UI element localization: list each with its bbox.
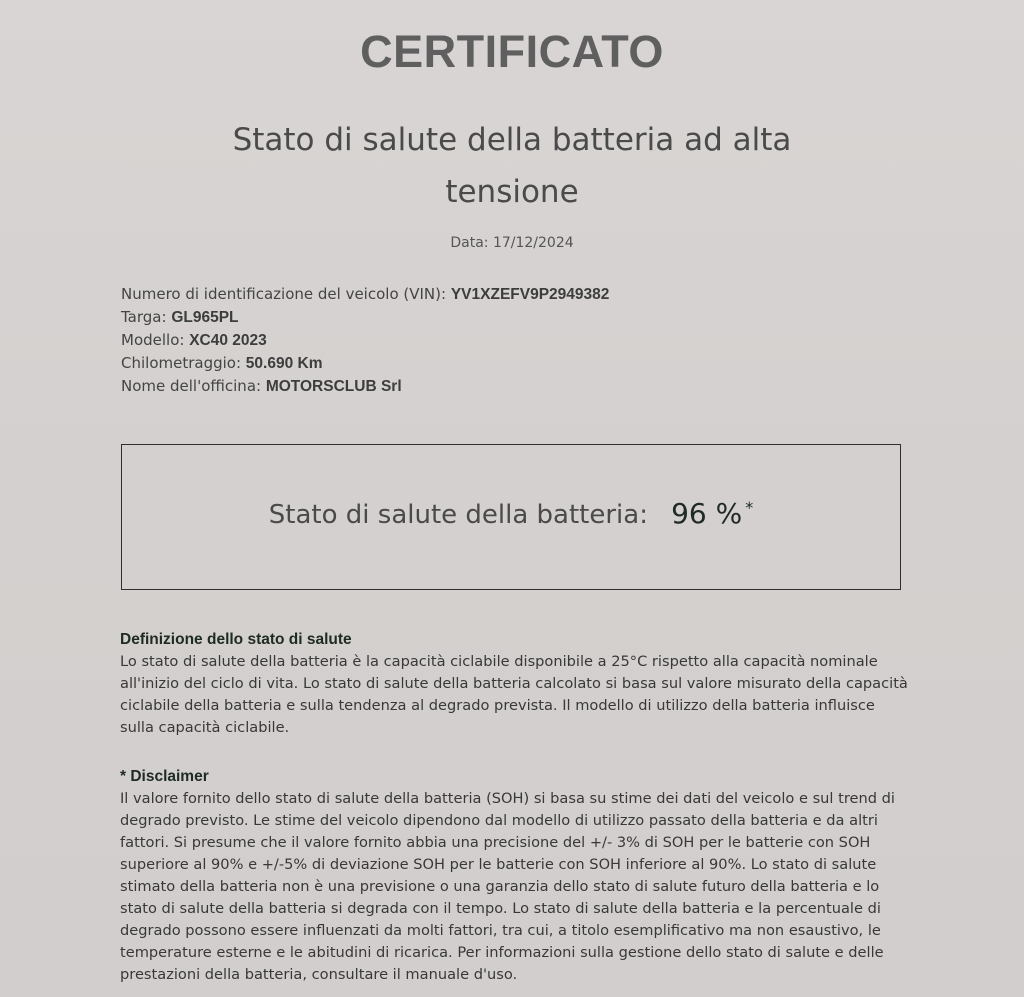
plate-row xyxy=(121,306,609,329)
vin-value: YV1XZEFV9P2949382 xyxy=(450,286,610,303)
vin-label: Numero di identificazione del veicolo (VIN): xyxy=(121,285,447,303)
model-label: Modello: xyxy=(121,331,185,349)
workshop-value: MOTORSCLUB Srl xyxy=(265,378,402,395)
model-row xyxy=(121,329,609,352)
definition-section xyxy=(120,629,910,739)
mileage-value: 50.690 Km xyxy=(245,355,323,372)
footnote-marker: * xyxy=(745,497,754,517)
subtitle-line-2: tensione xyxy=(445,174,579,210)
workshop-label: Nome dell'officina: xyxy=(121,377,262,395)
plate-label: Targa: xyxy=(121,308,167,326)
vin-row xyxy=(121,283,609,306)
mileage-row xyxy=(121,352,609,375)
model-value: XC40 2023 xyxy=(189,332,267,349)
disclaimer-section xyxy=(120,766,910,986)
document-date: Data: 17/12/2024 xyxy=(450,235,574,251)
plate-value: GL965PL xyxy=(171,309,239,326)
document-title: CERTIFICATO xyxy=(360,26,664,77)
battery-health-box xyxy=(121,444,901,590)
battery-health-value: 96 % xyxy=(671,497,743,530)
mileage-label: Chilometraggio: xyxy=(121,354,242,372)
workshop-row xyxy=(121,375,609,398)
definition-body: Lo stato di salute della batteria è la capacità ciclabile disponibile a 25°C rispetto alla capacità nominale all'inizio del ciclo di vita. Lo stato di salute della batteria calcolato si basa sul valore misurato della capacità ciclabile della batteria e sulla tendenza al degrado prevista. Il modello di utilizzo della batteria influisce sulla capacità ciclabile. xyxy=(120,653,908,736)
document-subtitle xyxy=(150,114,874,218)
disclaimer-body: Il valore fornito dello stato di salute della batteria (SOH) si basa su stime dei dati del veicolo e sul trend di degrado previsto. Le stime del veicolo dipendono dal modello di utilizzo passato della batteria e da altri fattori. Si presume che il valore fornito abbia una precisione del +/- 3% di SOH per le batterie con SOH superiore al 90% e +/-5% di deviazione SOH per le batterie con SOH inferiore al 90%. Lo stato di salute stimato della batteria non è una previsione o una garanzia dello stato di salute futuro della batteria e lo stato di salute della batteria si degrada con il tempo. Lo stato di salute della batteria e la percentuale di degrado possono essere influenzati da molti fattori, tra cui, a titolo esemplificativo ma non esaustivo, le temperature esterne e le abitudini di ricarica. Per informazioni sulla gestione dello stato di salute e delle prestazioni della batteria, consultare il manuale d'uso. xyxy=(120,790,895,983)
battery-health-label: Stato di salute della batteria: xyxy=(268,500,648,530)
battery-health-line xyxy=(122,497,900,530)
subtitle-line-1: Stato di salute della batteria ad alta xyxy=(232,122,792,158)
definition-heading: Definizione dello stato di salute xyxy=(120,631,352,648)
vehicle-info xyxy=(121,283,609,398)
disclaimer-heading: * Disclaimer xyxy=(120,768,209,785)
